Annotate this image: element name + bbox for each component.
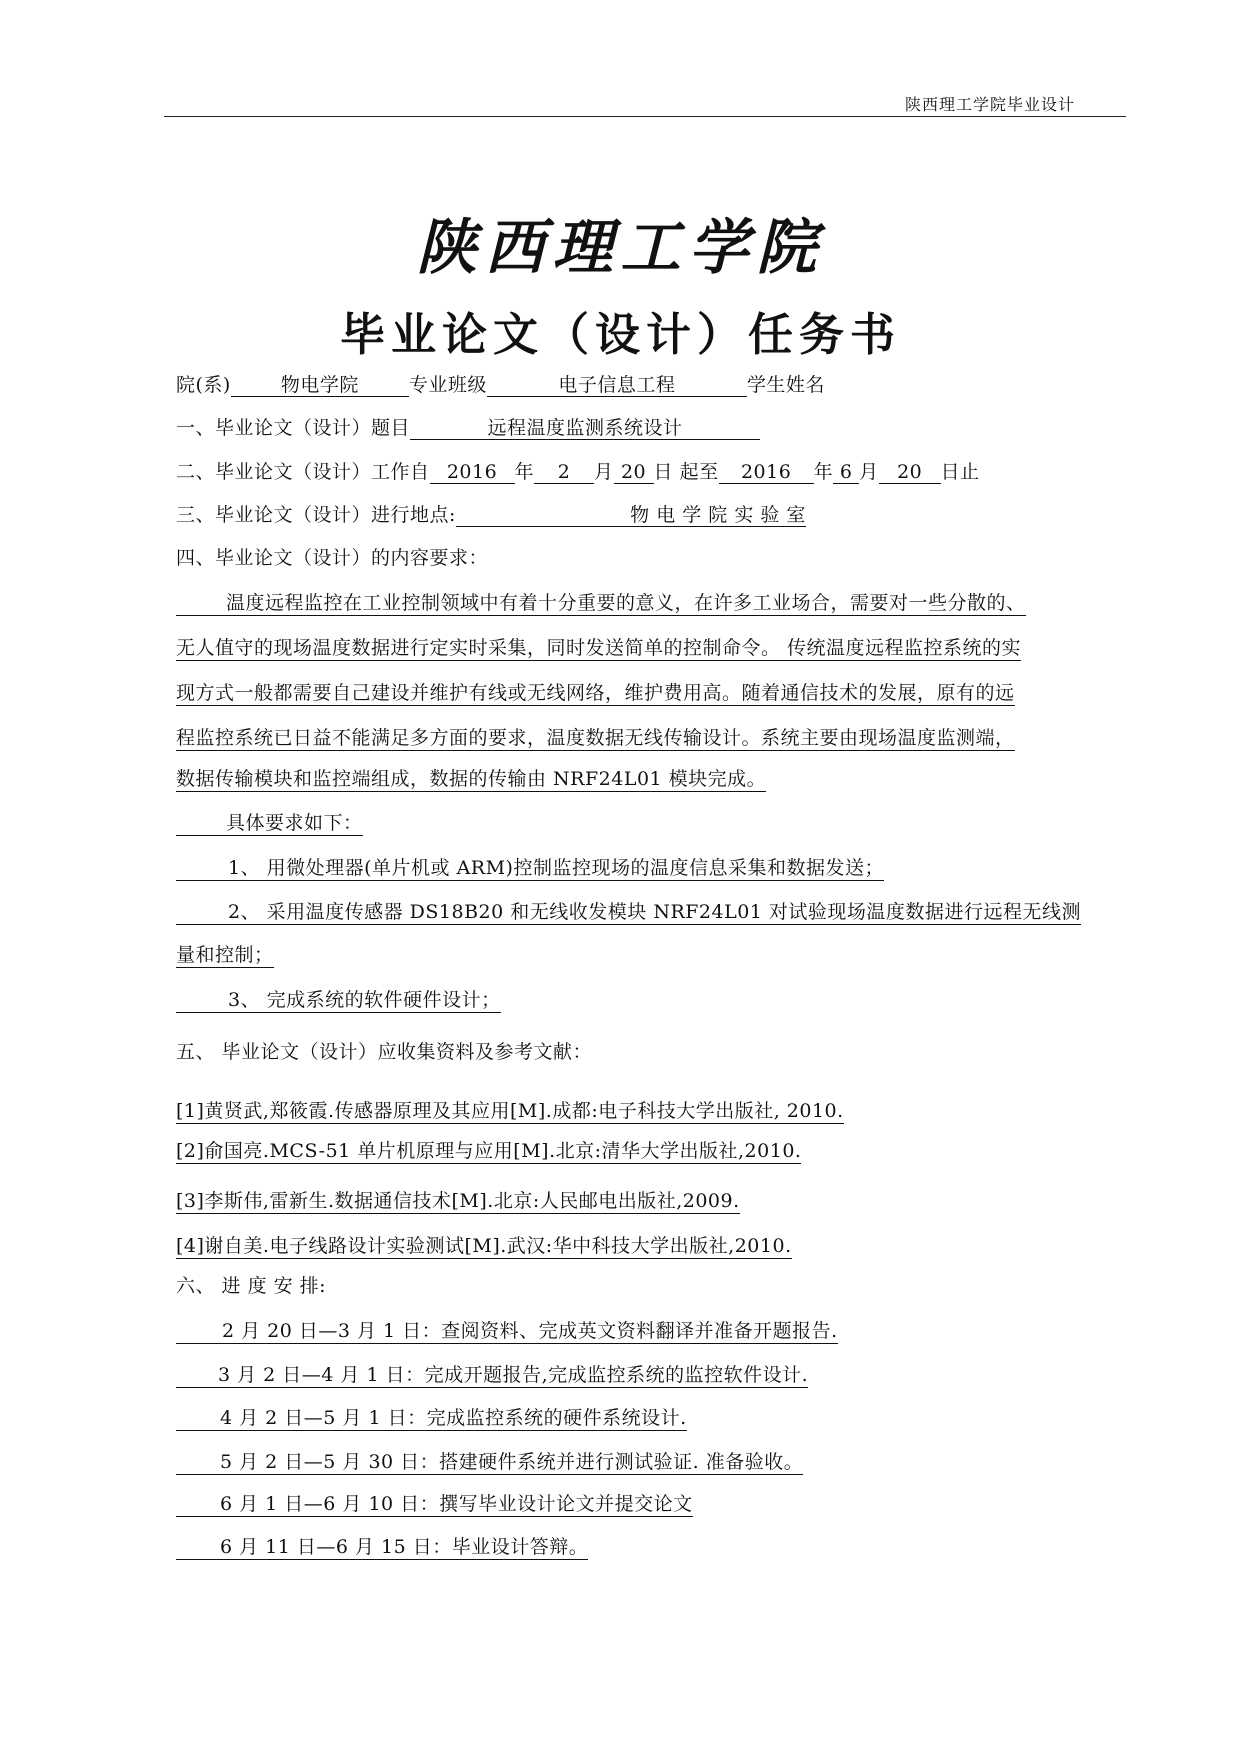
major-value: 电子信息工程 bbox=[487, 374, 747, 397]
schedule-text-5: 6 月 1 日—6 月 10 日：撰写毕业设计论文并提交论文 bbox=[220, 1493, 693, 1515]
content-line-1 bbox=[176, 588, 1026, 615]
location-value: 物 电 学 院 实 验 室 bbox=[456, 504, 806, 527]
content-line-3 bbox=[176, 678, 1015, 705]
location-label: 三、毕业论文（设计）进行地点: bbox=[176, 504, 456, 526]
content-line-4 bbox=[176, 723, 1015, 750]
reference-3 bbox=[176, 1186, 740, 1213]
location-line bbox=[176, 500, 806, 527]
start-month: 2 bbox=[534, 461, 594, 484]
requirement-text-3: 3、 完成系统的软件硬件设计； bbox=[228, 989, 501, 1011]
requirements-heading-line bbox=[176, 808, 363, 835]
reference-1 bbox=[176, 1096, 844, 1123]
end-year: 2016 bbox=[719, 461, 814, 484]
school-name-calligraphy: 陕西理工学院 bbox=[416, 213, 825, 283]
schedule-text-2: 3 月 2 日—4 月 1 日：完成开题报告,完成监控系统的监控软件设计. bbox=[218, 1364, 809, 1386]
requirement-text-1: 1、 用微处理器(单片机或 ARM)控制监控现场的温度信息采集和数据发送； bbox=[228, 857, 884, 879]
requirement-3 bbox=[176, 985, 501, 1012]
day-char: 日 bbox=[653, 461, 674, 483]
references-heading: 五、 毕业论文（设计）应收集资料及参考文献： bbox=[176, 1041, 593, 1063]
to-label: 起至 bbox=[679, 461, 719, 483]
content-text-2: 无人值守的现场温度数据进行定实时采集，同时发送简单的控制命令。 传统温度远程监控系统的实 bbox=[176, 637, 1022, 659]
end-month: 6 bbox=[833, 461, 859, 484]
dept-value: 物电学院 bbox=[231, 374, 409, 397]
schedule-item-5 bbox=[176, 1489, 693, 1516]
requirement-text-2: 2、 采用温度传感器 DS18B20 和无线收发模块 NRF24L01 对试验现场温度数据进行远程无线测 bbox=[228, 901, 1081, 923]
reference-text-3: [3]李斯伟,雷新生.数据通信技术[M].北京:人民邮电出版社,2009. bbox=[176, 1190, 740, 1212]
content-text-1: 温度远程监控在工业控制领域中有着十分重要的意义，在许多工业场合，需要对一些分散的、 bbox=[226, 592, 1026, 614]
schedule-text-4: 5 月 2 日—5 月 30 日：搭建硬件系统并进行测试验证. 准备验收。 bbox=[220, 1451, 804, 1473]
topic-label: 一、毕业论文（设计）题目 bbox=[176, 417, 411, 439]
schedule-item-3 bbox=[176, 1403, 687, 1430]
topic-line bbox=[176, 413, 760, 440]
schedule-item-4 bbox=[176, 1447, 803, 1474]
reference-text-1: [1]黄贤武,郑筱霞.传感器原理及其应用[M].成都:电子科技大学出版社, 2010. bbox=[176, 1100, 844, 1122]
end-day: 20 bbox=[879, 461, 941, 484]
header-rule bbox=[164, 116, 1126, 117]
document-title: 毕业论文（设计）任务书 bbox=[339, 308, 901, 361]
period-label: 二、毕业论文（设计）工作自 bbox=[176, 461, 430, 483]
topic-value: 远程温度监测系统设计 bbox=[410, 417, 760, 440]
start-year: 2016 bbox=[430, 461, 515, 484]
requirement-text-2-cont: 量和控制； bbox=[176, 944, 274, 966]
dept-label: 院(系) bbox=[176, 374, 231, 396]
content-heading: 四、毕业论文（设计）的内容要求： bbox=[176, 547, 489, 569]
start-day: 20 bbox=[614, 461, 654, 484]
reference-text-2: [2]俞国亮.MCS-51 单片机原理与应用[M].北京:清华大学出版社,2010. bbox=[176, 1140, 802, 1162]
requirements-heading: 具体要求如下： bbox=[226, 812, 363, 834]
month-char-2: 月 bbox=[859, 461, 879, 483]
month-char: 月 bbox=[594, 461, 614, 483]
info-line bbox=[176, 370, 825, 397]
reference-2 bbox=[176, 1136, 801, 1163]
schedule-item-1 bbox=[176, 1316, 838, 1343]
schedule-item-6 bbox=[176, 1532, 588, 1559]
requirement-1 bbox=[176, 853, 884, 880]
page-header-text: 陕西理工学院毕业设计 bbox=[905, 95, 1076, 114]
reference-text-4: [4]谢自美.电子线路设计实验测试[M].武汉:华中科技大学出版社,2010. bbox=[176, 1235, 792, 1257]
major-label: 专业班级 bbox=[408, 374, 487, 396]
content-line-2 bbox=[176, 633, 1021, 660]
content-text-4: 程监控系统已日益不能满足多方面的要求，温度数据无线传输设计。系统主要由现场温度监测端， bbox=[176, 727, 1015, 749]
schedule-heading: 六、 进 度 安 排: bbox=[176, 1275, 327, 1297]
requirement-2-cont bbox=[176, 940, 274, 967]
schedule-text-3: 4 月 2 日—5 月 1 日：完成监控系统的硬件系统设计. bbox=[220, 1407, 687, 1429]
schedule-text-6: 6 月 11 日—6 月 15 日：毕业设计答辩。 bbox=[220, 1536, 589, 1558]
content-text-5: 数据传输模块和监控端组成，数据的传输由 NRF24L01 模块完成。 bbox=[176, 768, 767, 790]
content-text-3: 现方式一般都需要自己建设并维护有线或无线网络，维护费用高。随着通信技术的发展，原有的远 bbox=[176, 682, 1015, 704]
reference-4 bbox=[176, 1231, 792, 1258]
end-label: 日止 bbox=[940, 461, 980, 483]
year-char-2: 年 bbox=[813, 461, 834, 483]
requirement-2 bbox=[176, 897, 1081, 924]
schedule-item-2 bbox=[176, 1360, 808, 1387]
content-line-5 bbox=[176, 764, 766, 791]
student-name-label: 学生姓名 bbox=[746, 374, 825, 396]
schedule-text-1: 2 月 20 日—3 月 1 日：查阅资料、完成英文资料翻译并准备开题报告. bbox=[222, 1320, 838, 1342]
period-line bbox=[176, 457, 980, 484]
year-char: 年 bbox=[514, 461, 535, 483]
